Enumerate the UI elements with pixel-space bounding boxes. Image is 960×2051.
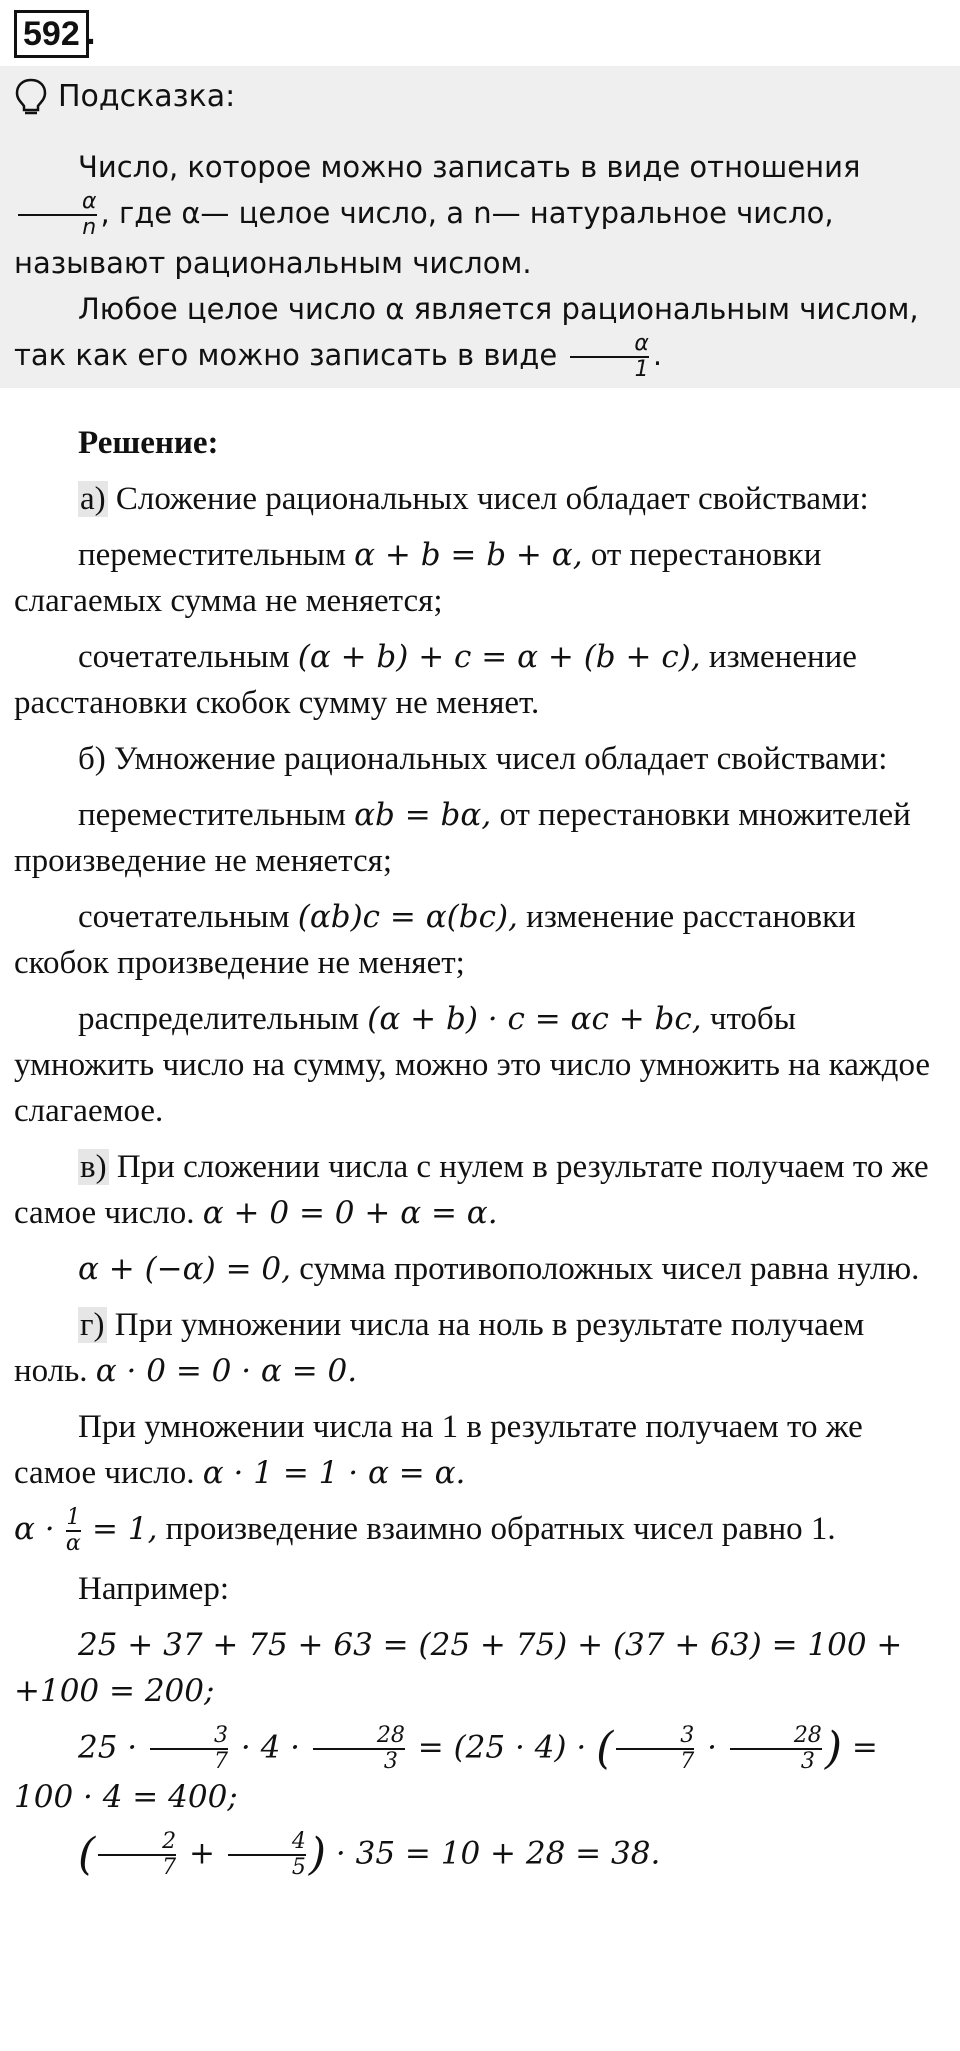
ex2-b: · 4 · xyxy=(240,1729,301,1766)
b2-prefix: сочетательным xyxy=(78,899,290,935)
b1-formula: αb = bα, xyxy=(354,797,492,833)
frac-num: α xyxy=(82,189,97,214)
part-label-v: в) xyxy=(80,1149,107,1185)
a1-formula: α + b = b + α, xyxy=(354,537,583,573)
ex2-d: · xyxy=(707,1729,717,1766)
solution-part-a xyxy=(14,476,944,522)
ex2-frac-3: $\frac{3}{7}$ xyxy=(616,1724,694,1774)
lightbulb-icon xyxy=(14,77,48,117)
solution-title: Решение: xyxy=(78,425,219,461)
ex2-c: = (25 · 4) · xyxy=(417,1729,587,1766)
frac-num: α xyxy=(634,331,649,356)
task-number: 592 xyxy=(14,10,89,58)
part-v-text: При сложении числа с нулем в результате получаем то же самое число. xyxy=(14,1149,929,1231)
part-b-text: Умножение рациональных чисел обладает свойствами: xyxy=(114,741,888,777)
ex2-frac-1: $\frac{3}{7}$ xyxy=(150,1724,228,1774)
hint-header xyxy=(14,74,235,120)
example-2: 25 · $\frac{3}{7}$ · 4 · $\frac{28}{3}$ = (25 · 4) · ( $\frac{3}{7}$ · $\frac{28}{3}$ ) = 100 · 4 = 400; xyxy=(14,1723,878,1816)
solution-b3 xyxy=(14,996,944,1134)
a2-text: изменение расстановки скобок сумму не меняет. xyxy=(14,639,857,721)
ex2-e: = 100 · 4 = 400; xyxy=(14,1729,878,1816)
task-number-dot: . xyxy=(86,14,96,52)
g-formula: α · 0 = 0 · α = 0. xyxy=(95,1353,358,1389)
b3-formula: (α + b) · c = αc + bc, xyxy=(367,1001,702,1037)
solution-part-g xyxy=(14,1302,944,1394)
frac-den: 1 xyxy=(634,357,649,382)
solution-part-v xyxy=(14,1144,944,1236)
a2-prefix: сочетательным xyxy=(78,639,290,675)
solution-part-b xyxy=(14,736,944,782)
part-label-g: г) xyxy=(80,1307,105,1343)
g3-fraction xyxy=(66,1506,81,1556)
v2-text: сумма противоположных чисел равна нулю. xyxy=(299,1251,920,1287)
b3-prefix: распределительным xyxy=(78,1001,360,1037)
example-1: 25 + 37 + 75 + 63 = (25 + 75) + (37 + 63) = 100 + +100 = 200; xyxy=(14,1627,903,1710)
a1-prefix: переместительным xyxy=(78,537,346,573)
frac-den: α xyxy=(65,1531,81,1557)
b2-text: изменение расстановки скобок произведение не меняет; xyxy=(14,899,856,981)
ex3-rest: · 35 = 10 + 28 = 38. xyxy=(335,1835,661,1872)
solution xyxy=(14,420,944,1890)
v2-formula: α + (−α) = 0, xyxy=(78,1251,291,1287)
g3-pre: α · xyxy=(14,1511,55,1547)
frac-num: 1 xyxy=(66,1505,81,1531)
solution-a1 xyxy=(14,532,944,624)
solution-g3 xyxy=(14,1506,944,1556)
hint-fraction-1 xyxy=(18,190,97,240)
ex3-plus: + xyxy=(189,1835,216,1872)
b1-text: от перестановки множителей произведение не меняется; xyxy=(14,797,911,879)
hint-box xyxy=(0,66,960,388)
solution-b1 xyxy=(14,792,944,884)
ex2-a: 25 · xyxy=(78,1729,138,1766)
hint-body xyxy=(14,144,944,382)
example-3: ( $\frac{2}{7}$ + $\frac{4}{5}$ ) · 35 = 10 + 28 = 38. xyxy=(78,1829,661,1881)
part-a-text: Сложение рациональных чисел обладает свойствами: xyxy=(115,481,869,517)
hint-text-3: Любое целое число α является рациональным числом, так как его можно записать в виде xyxy=(14,292,919,372)
ex3-frac-1: $\frac{2}{7}$ xyxy=(98,1830,176,1880)
g2-formula: α · 1 = 1 · α = α. xyxy=(202,1455,466,1491)
b1-prefix: переместительным xyxy=(78,797,346,833)
b3-text: чтобы умножить число на сумму, можно это число умножить на каждое слагаемое. xyxy=(14,1001,931,1129)
hint-text-1b: , где xyxy=(100,196,173,230)
hint-paragraph-1 xyxy=(14,144,944,286)
b2-formula: (αb)c = α(bc), xyxy=(297,899,518,935)
solution-a2 xyxy=(14,634,944,726)
example-label: Например: xyxy=(78,1571,230,1608)
part-label-b: б) xyxy=(78,741,106,777)
g3-post: = 1, xyxy=(92,1511,158,1547)
part-g-text: При умножении числа на ноль в результате получаем ноль. xyxy=(14,1307,865,1389)
hint-text-1a: Число, которое можно записать в виде отношения xyxy=(78,150,861,184)
ex3-frac-2: $\frac{4}{5}$ xyxy=(228,1830,306,1880)
g2-text: При умножении числа на 1 в результате получаем то же самое число. xyxy=(14,1409,863,1491)
a2-formula: (α + b) + c = α + (b + c), xyxy=(297,639,701,675)
hint-fraction-2 xyxy=(570,332,649,382)
hint-paragraph-2 xyxy=(14,286,944,382)
ex2-frac-4: $\frac{28}{3}$ xyxy=(730,1724,822,1774)
hint-title: Подсказка: xyxy=(58,79,236,114)
solution-g2 xyxy=(14,1404,944,1496)
hint-text-3-end: . xyxy=(652,338,663,372)
solution-v2 xyxy=(14,1246,944,1292)
v-formula: α + 0 = 0 + α = α. xyxy=(202,1195,498,1231)
ex2-frac-2: $\frac{28}{3}$ xyxy=(313,1724,405,1774)
a1-text: от перестановки слагаемых сумма не меняется; xyxy=(14,537,822,619)
hint-text-2: α— целое число, а n— натуральное число, называют рациональным числом. xyxy=(14,196,834,280)
frac-den: n xyxy=(82,215,97,240)
part-label-a: а) xyxy=(80,481,106,517)
solution-b2 xyxy=(14,894,944,986)
g3-text: произведение взаимно обратных чисел равно 1. xyxy=(165,1511,836,1547)
